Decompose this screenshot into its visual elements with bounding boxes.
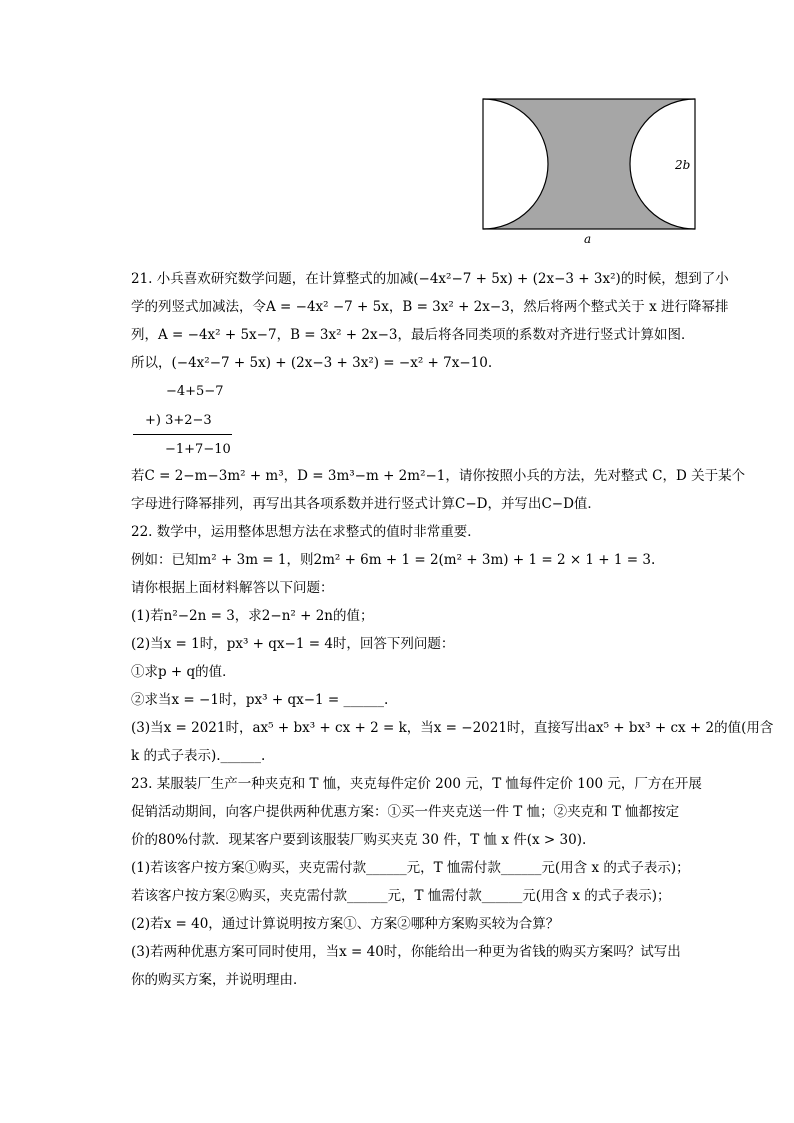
q21-line-4: 所以，(−4x²−7 + 5x) + (2x−3 + 3x²) = −x² + 7x−10.: [131, 355, 493, 371]
q21-line-3: 列，A = −4x² + 5x−7，B = 3x² + 2x−3，最后将各同类项的系数对齐进行竖式计算如图．: [131, 327, 695, 343]
q23-line-8: 你的购买方案，并说明理由．: [131, 972, 307, 988]
q22-line-6: ①求p + q的值．: [131, 664, 236, 680]
vertical-calc-row1: −4+5−7: [166, 384, 224, 399]
q22-line-8: (3)当x = 2021时，ax⁵ + bx³ + cx + 2 = k，当x = −2021时，直接写出ax⁵ + bx³ + cx + 2的值(用含: [131, 720, 774, 736]
rectangle-figure: [481, 97, 699, 245]
q23-line-4: (1)若该客户按方案①购买，夹克需付款______元，T 恤需付款______元(用含 x 的式子表示)；: [131, 860, 690, 876]
q22-line-5: (2)当x = 1时，px³ + qx−1 = 4时，回答下列问题：: [131, 636, 455, 652]
q21-line-2: 学的列竖式加减法，令A = −4x² −7 + 5x，B = 3x² + 2x−3，然后将两个整式关于 x 进行降幂排: [131, 299, 729, 315]
vertical-calc-rule: [133, 434, 232, 435]
q22-line-3: 请你根据上面材料解答以下问题：: [131, 580, 334, 596]
label-a: a: [584, 232, 592, 245]
q22-line-9: k 的式子表示).______.: [131, 748, 266, 764]
label-2b: 2b: [675, 158, 691, 172]
q23-line-6: (2)若x = 40，通过计算说明按方案①、方案②哪种方案购买较为合算？: [131, 916, 560, 932]
q23-line-2: 促销活动期间，向客户提供两种优惠方案：①买一件夹克送一件 T 恤；②夹克和 T 恤都按定: [131, 804, 680, 820]
q22-line-1: 22. 数学中，运用整体思想方法在求整式的值时非常重要．: [131, 524, 481, 540]
q21-line-1: 21. 小兵喜欢研究数学问题，在计算整式的加减(−4x²−7 + 5x) + (2x−3 + 3x²)的时候，想到了小: [131, 271, 729, 287]
vertical-calc-row2: +) 3+2−3: [145, 413, 212, 428]
q22-line-2: 例如：已知m² + 3m = 1，则2m² + 6m + 1 = 2(m² + 3m) + 1 = 2 × 1 + 1 = 3.: [131, 552, 656, 568]
q23-line-7: (3)若两种优惠方案可同时使用，当x = 40时，你能给出一种更为省钱的购买方案吗？试写出: [131, 944, 681, 960]
q22-line-4: (1)若n²−2n = 3，求2−n² + 2n的值；: [131, 608, 374, 624]
q23-line-5: 若该客户按方案②购买，夹克需付款______元，T 恤需付款______元(用含 x 的式子表示)；: [131, 888, 671, 904]
q23-line-1: 23. 某服装厂生产一种夹克和 T 恤，夹克每件定价 200 元，T 恤每件定价 100 元，厂方在开展: [131, 776, 702, 792]
q21-line-6: 字母进行降幂排列，再写出其各项系数并进行竖式计算C−D，并写出C−D值．: [131, 496, 601, 512]
q21-line-5: 若C = 2−m−3m² + m³，D = 3m³−m + 2m²−1，请你按照小兵的方法，先对整式 C，D 关于某个: [131, 468, 746, 484]
q23-line-3: 价的80%付款．现某客户要到该服装厂购买夹克 30 件，T 恤 x 件(x > 30).: [131, 832, 587, 848]
shaded-region-fill: [483, 99, 695, 229]
vertical-calc-result: −1+7−10: [165, 442, 231, 457]
q22-line-7: ②求当x = −1时，px³ + qx−1 = ______.: [131, 692, 389, 708]
